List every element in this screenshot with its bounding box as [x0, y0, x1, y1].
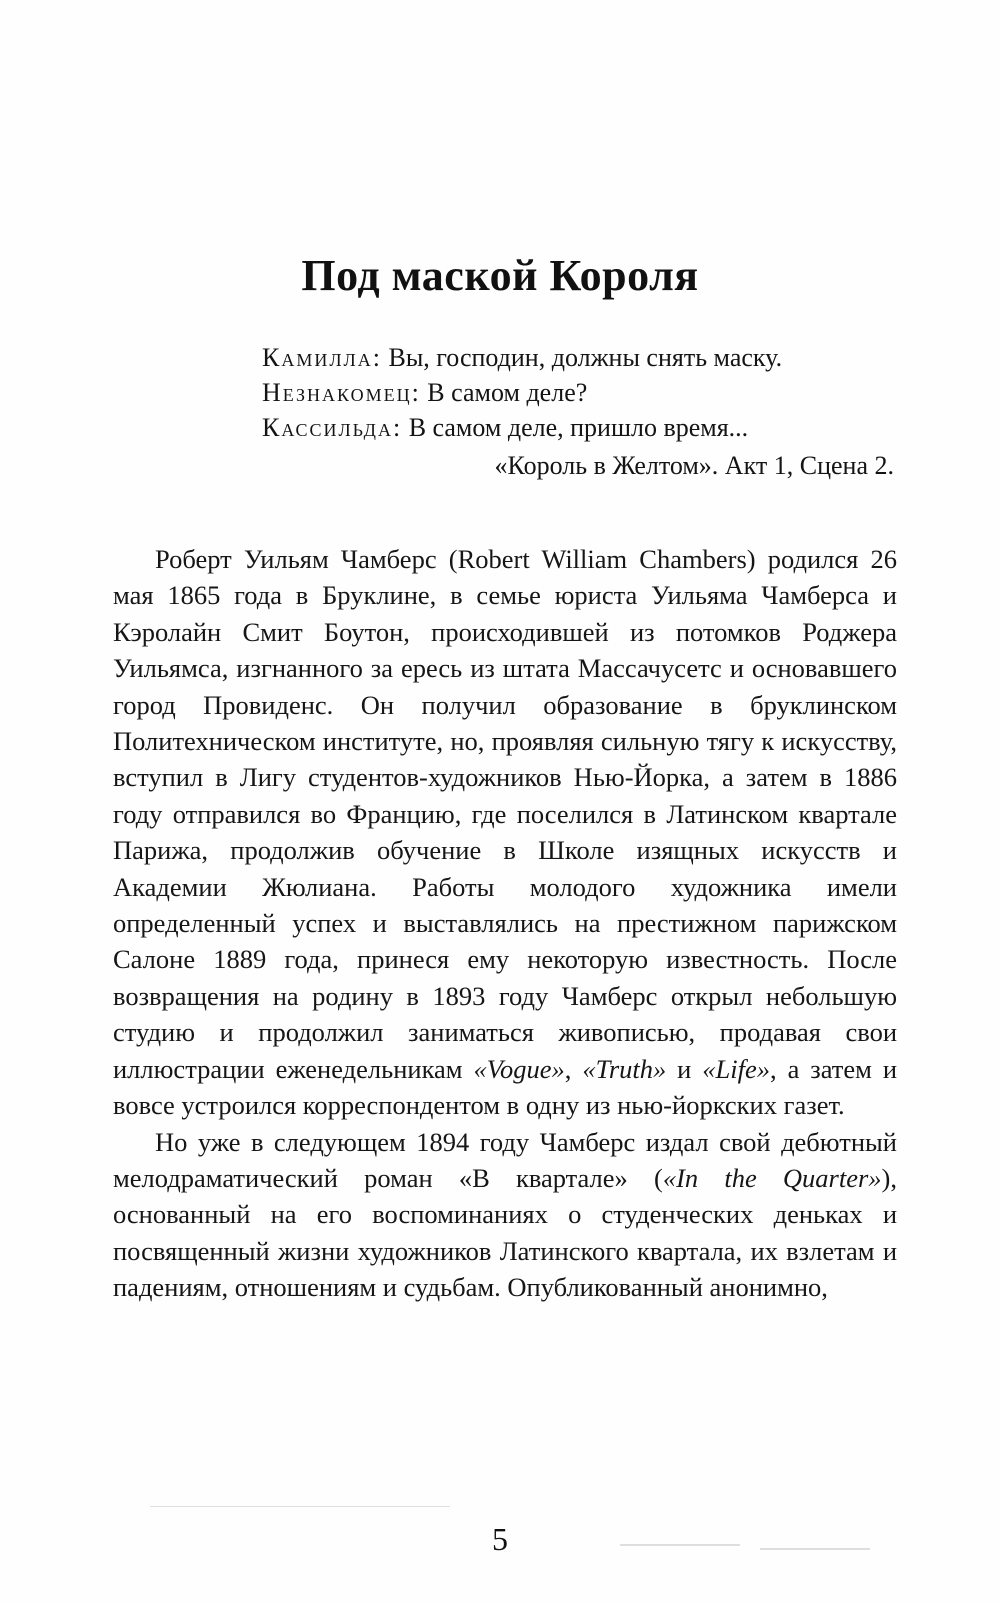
body-text — [113, 541, 897, 1306]
epigraph-line — [262, 375, 902, 410]
epigraph-source: «Король в Желтом». Акт 1, Сцена 2. — [494, 451, 894, 480]
epigraph-text: В самом деле? — [420, 378, 588, 407]
epigraph-line — [262, 340, 902, 375]
paragraph — [113, 541, 897, 1124]
epigraph-speaker: Кассильда: — [262, 413, 403, 442]
epigraph-text: В самом деле, пришло время... — [402, 413, 749, 442]
magazine-title: «Life» — [702, 1053, 771, 1084]
page-number: 5 — [492, 1521, 508, 1557]
magazine-title: «Vogue» — [473, 1053, 565, 1084]
chapter-title: Под маской Короля — [301, 251, 699, 300]
text-segment: и — [666, 1053, 703, 1084]
scan-artifact — [150, 1506, 450, 1507]
text-segment: , — [564, 1053, 583, 1084]
text-segment: , а затем и вовсе устроился корреспондентом в одну из нью-йоркских газет. — [113, 1053, 898, 1121]
epigraph — [262, 340, 902, 483]
scan-artifact — [760, 1548, 870, 1550]
paragraph — [113, 1124, 897, 1306]
magazine-title: «Truth» — [582, 1053, 667, 1084]
scan-artifact — [620, 1544, 740, 1546]
text-segment: Роберт Уильям Чамберс (Robert William Chambers) родился 26 мая 1865 года в Бруклине, в семье юриста Уильяма Чамберса и Кэролайн Смит Боутон, происходившей из потомков Роджера Уильямса, изгнанного за ересь из штата Массачусетс и основавшего город Провиденс. Он получил образование в бруклинском Политехническом институте, но, проявляя сильную тягу к искусству, вступил в Лигу студентов-художников Нью-Йорка, а затем в 1886 году отправился во Францию, где поселился в Латинском квартале Парижа, продолжив обучение в Школе изящных искусств и Академии Жюлиана. Работы молодого художника имели определенный успех и выставлялись на престижном парижском Салоне 1889 года, принеся ему некоторую известность. После возвращения на родину в 1893 году Чамберс открыл небольшую студию и продолжил заниматься живописью, продавая свои иллюстрации еженедельникам — [113, 544, 897, 1084]
text-segment: ), основанный на его воспоминаниях о студенческих деньках и посвященный жизни художников Латинского квартала, их взлетам и падениям, отношениям и судьбам. Опубликованный анонимно, — [113, 1162, 897, 1303]
epigraph-speaker: Камилла: — [262, 343, 382, 372]
epigraph-line — [262, 410, 902, 445]
book-title: «In the Quarter» — [662, 1162, 882, 1193]
text-segment: Но уже в следующем 1894 году Чамберс издал свой дебютный мелодраматический роман «В квартале» ( — [113, 1126, 897, 1193]
epigraph-text: Вы, господин, должны снять маску. — [381, 343, 783, 372]
epigraph-speaker: Незнакомец: — [262, 378, 421, 407]
